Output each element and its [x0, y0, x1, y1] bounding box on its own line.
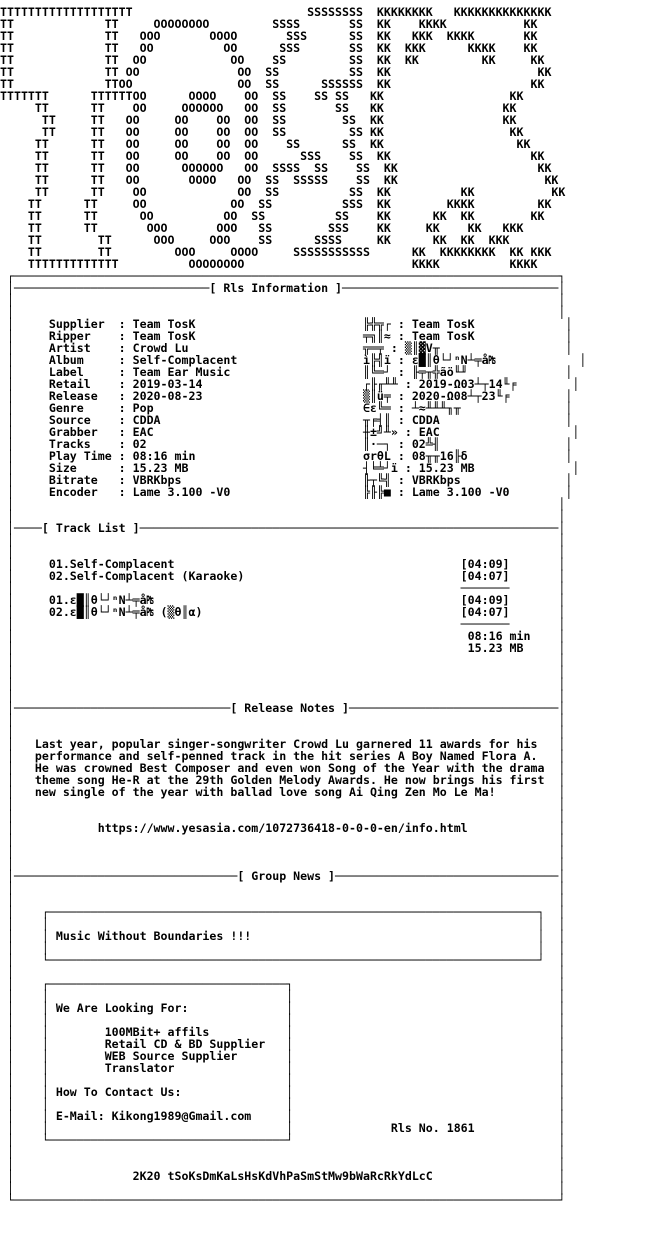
nfo-line: │ │ Translator │ │	[0, 1061, 566, 1075]
nfo-line: │ Genre : Pop ∈ε╚═ : ┴≈╨╨╨╖╥ │	[0, 401, 573, 415]
nfo-line: │ │	[0, 653, 566, 667]
nfo-line: │ 02.Self-Complacent (Karaoke) [04:07] │	[0, 569, 566, 583]
nfo-line: TT TT OO OO OO OO SS SS KK KK	[0, 137, 531, 151]
nfo-line: TT TT OO OO SS SS KK KK KK KK	[0, 53, 545, 67]
nfo-line: TT TT OOO OOOO SSSSSSSSSSS KK KKKKKKKK KK KKK	[0, 245, 552, 259]
nfo-line: │ https://www.yesasia.com/1072736418-0-0-0-en/info.html │	[0, 821, 566, 835]
nfo-line: │ Grabber : EAC ╫±╝╨» : EAC │	[0, 425, 580, 439]
nfo-line: TT TT OO OOOOOO OO SSSS SS SS KK KK	[0, 161, 552, 175]
nfo-line: │ │ │ │	[0, 941, 566, 955]
nfo-line: │ │	[0, 509, 566, 523]
nfo-line: │ │ WEB Source Supplier │ │	[0, 1049, 566, 1063]
nfo-line: │ │ │ │	[0, 1073, 566, 1087]
nfo-line: │ │ 100MBit+ affils │ │	[0, 1025, 566, 1039]
nfo-line: │ 01.Self-Complacent [04:09] │	[0, 557, 566, 571]
nfo-line: TT TT OO OOOO OO SS SSSSS SS KK KK	[0, 173, 559, 187]
nfo-line: │ └──────────────────────────────────────────────────────────────────────┘ │	[0, 953, 566, 967]
nfo-line: TT TT OO OO SS SS KK KK KK KK	[0, 209, 545, 223]
nfo-line: │ │	[0, 893, 566, 907]
nfo-line: │ │ │ │	[0, 1013, 566, 1027]
nfo-line: TT TT OOO OOOO SSS SS KK KKK KKKK KK	[0, 29, 538, 43]
nfo-line: │ 2K20 tSoKsDmKaLsHsKdVhPaSmStMw9bWaRcRkYdLcC │	[0, 1169, 566, 1183]
nfo-line: │ ─────── │	[0, 617, 566, 631]
nfo-line: │ Tracks : 02 ║·─┐ : 02╩╢ │	[0, 437, 573, 451]
nfo-line: TT TT OOO OOO SS SSSS KK KK KK KKK	[0, 233, 510, 247]
nfo-line: │ │	[0, 857, 566, 871]
nfo-line: │ new single of the year with ballad love song Ai Qing Zen Mo Le Ma! │	[0, 785, 566, 799]
nfo-line: │ 02.ε█║θ└┘ⁿN┴╤å₧ (▒θ║α) [04:07] │	[0, 605, 566, 619]
nfo-line: │ └──────────────────────────────────┘ │	[0, 1133, 566, 1147]
nfo-line: │ Supplier : Team TosK ╠╬╦┌ : Team TosK │	[0, 317, 573, 331]
nfo-line: TT TT OO OO SSS SS KK KKK KKKK KK	[0, 41, 538, 55]
nfo-line: │ 15.23 MB │	[0, 641, 566, 655]
nfo-line: └──────────────────────────────────────────────────────────────────────────────┘	[0, 1193, 566, 1207]
nfo-line: │ Retail : 2019-03-14 ┌╟╓╨╨ : 2019-Ω03┴┬14╙╒ │	[0, 377, 580, 391]
nfo-line: ┌──────────────────────────────────────────────────────────────────────────────┐	[0, 269, 566, 283]
nfo-line: │ │	[0, 1157, 566, 1171]
nfo-line: │ │ Retail CD & BD Supplier │ │	[0, 1037, 566, 1051]
nfo-line: │ ┌──────────────────────────────────────────────────────────────────────┐ │	[0, 905, 566, 919]
nfo-line: TT TT OO OO OO OO SS SS KK KK	[0, 113, 517, 127]
nfo-line: │ │	[0, 725, 566, 739]
nfo-line: │ │	[0, 833, 566, 847]
nfo-line: │ │	[0, 533, 566, 547]
nfo-line: │ │	[0, 1181, 566, 1195]
nfo-line: TTTTTTTTTTTTTTTTTTT SSSSSSSS KKKKKKKK KKKKKKKKKKKKKK	[0, 5, 552, 19]
nfo-text-block	[0, 6, 672, 1206]
nfo-line: │ │ E-Mail: Kikong1989@Gmail.com │ │	[0, 1109, 566, 1123]
nfo-line: │ theme song He-R at the 29th Golden Melody Awards. He now brings his first │	[0, 773, 566, 787]
nfo-line: │ │	[0, 881, 566, 895]
nfo-line: │ Release : 2020-08-23 ▒║ü╤ : 2020-Ω08┴┬23╙╒ │	[0, 389, 573, 403]
nfo-line: │ Artist : Crowd Lu ╦═╤ : ▒║▓V╥ │	[0, 341, 573, 355]
nfo-line: │ │ │ │	[0, 917, 566, 931]
nfo-line: │ 01.ε█║θ└┘ⁿN┴╤å₧ [04:09] │	[0, 593, 566, 607]
nfo-line: │ │ We Are Looking For: │ │	[0, 1001, 566, 1015]
nfo-line: │ │	[0, 689, 566, 703]
nfo-line: │────────────────────────────────[ Group News ]────────────────────────────────│	[0, 869, 566, 883]
nfo-line: │ Label : Team Ear Music ║╚═┘ : ╟╤╥╬ãö╙╜ │	[0, 365, 573, 379]
nfo-line: │ │	[0, 713, 566, 727]
nfo-line: │ Ripper : Team TosK ╤╗║≈ : Team TosK │	[0, 329, 573, 343]
nfo-line: │ │	[0, 809, 566, 823]
nfo-line: TT TT OO OOOOOO OO SS SS KK KK	[0, 101, 517, 115]
nfo-line: │ Size : 15.23 MB ┤╘╧┘ï : 15.23 MB │	[0, 461, 580, 475]
nfo-line: TT TT OO OO SS SS KK KK	[0, 65, 552, 79]
nfo-line: TT TT OO OO OO OO SSS SS KK KK	[0, 149, 545, 163]
nfo-line: │ Play Time : 08:16 min σrθL : 08╥╥16╟δ │	[0, 449, 573, 463]
nfo-line: │────[ Track List ]────────────────────────────────────────────────────────────│	[0, 521, 566, 535]
nfo-line: │ │ │ │	[0, 1097, 566, 1111]
nfo-line: TT TT OO OO OO OO SS SS KK KK	[0, 125, 524, 139]
nfo-line: │ │	[0, 1145, 566, 1159]
nfo-line: │ performance and self-penned track in the hit series A Boy Named Flora A. │	[0, 749, 566, 763]
nfo-line: │ He was crowned Best Composer and even won Song of the Year with the drama │	[0, 761, 566, 775]
nfo-line: │ Last year, popular singer-songwriter Crowd Lu garnered 11 awards for his │	[0, 737, 566, 751]
nfo-line: │ │	[0, 845, 566, 859]
nfo-line: TT TT OO OO SS SS KK KK KK	[0, 185, 566, 199]
nfo-line: │────────────────────────────[ Rls Information ]───────────────────────────────│	[0, 281, 566, 295]
nfo-line: │ │ │ Rls No. 1861 │	[0, 1121, 566, 1135]
nfo-line: TT TT OOO OOO SS SSS KK KK KK KKK	[0, 221, 524, 235]
nfo-line: │───────────────────────────────[ Release Notes ]──────────────────────────────│	[0, 701, 566, 715]
nfo-line: TT TT OOOOOOOO SSSS SS KK KKKK KK	[0, 17, 538, 31]
nfo-line: │ │	[0, 677, 566, 691]
nfo-line: TT TTOO OO SS SSSSSS KK KK	[0, 77, 545, 91]
nfo-line: │ │ │ │	[0, 989, 566, 1003]
nfo-line: │ 08:16 min │	[0, 629, 566, 643]
nfo-line: │ │	[0, 965, 566, 979]
nfo-line: TT TT OO OO SS SSS KK KKKK KK	[0, 197, 552, 211]
nfo-line: │ Bitrate : VBRKbps ╟┬╚╣ : VBRKbps │	[0, 473, 573, 487]
nfo-line: │ │	[0, 797, 566, 811]
nfo-line: │ │	[0, 305, 566, 319]
nfo-line: TTTTTTT TTTTTTOO OOOO OO SS SS SS KK KK	[0, 89, 524, 103]
nfo-line: │ │	[0, 665, 566, 679]
nfo-line: │ │	[0, 293, 566, 307]
nfo-line: │ │	[0, 545, 566, 559]
nfo-line: │ Source : CDDA ╥╒╡║ : CDDA │	[0, 413, 573, 427]
nfo-line: │ Album : Self-Complacent ì╠╣ï : ε█║θ└┘ⁿN┴╤å₧ │	[0, 353, 587, 367]
nfo-line: │ ┌──────────────────────────────────┐ │	[0, 977, 566, 991]
nfo-line: │ Encoder : Lame 3.100 -V0 ╠╟╠■ : Lame 3.100 -V0 │	[0, 485, 573, 499]
nfo-line: │ │	[0, 497, 566, 511]
nfo-line: │ ─────── │	[0, 581, 566, 595]
nfo-line: │ │ Music Without Boundaries !!! │ │	[0, 929, 566, 943]
nfo-line: TTTTTTTTTTTTT OOOOOOOO KKKK KKKK	[0, 257, 538, 271]
nfo-line: │ │ How To Contact Us: │ │	[0, 1085, 566, 1099]
